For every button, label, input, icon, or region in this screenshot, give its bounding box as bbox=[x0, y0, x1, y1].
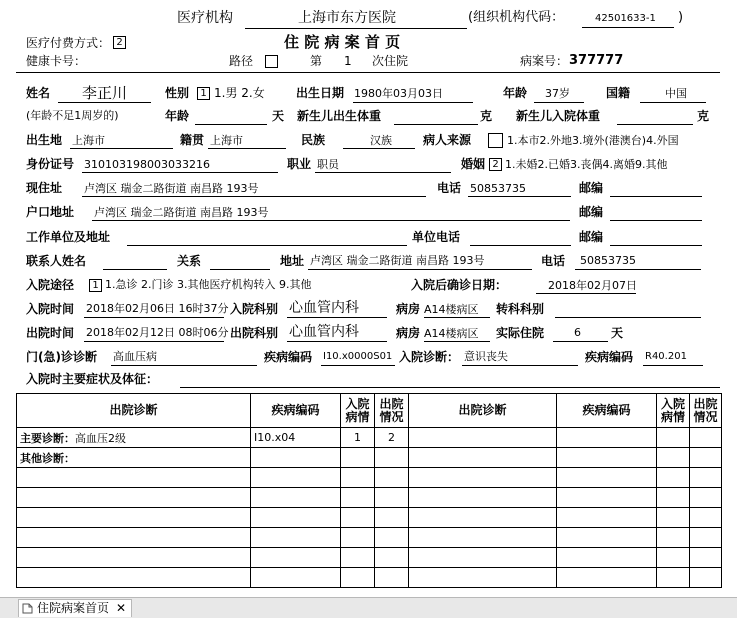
empty-cell[interactable] bbox=[375, 508, 409, 528]
empty-cell[interactable] bbox=[17, 488, 251, 508]
dob-label: 出生日期 bbox=[296, 86, 345, 100]
route-options: 1.急诊 2.门诊 3.其他医疗机构转入 9.其他 bbox=[105, 278, 312, 291]
address: 卢湾区 瑞金二路街道 南昌路 193号 bbox=[84, 182, 259, 195]
route-label: 入院途径 bbox=[26, 278, 75, 292]
phone: 50853735 bbox=[470, 182, 526, 195]
org-code-label: (组织机构代码： bbox=[468, 10, 565, 25]
marriage-options: 1.未婚2.已婚3.丧偶4.离婚9.其他 bbox=[505, 158, 668, 171]
confirm-date: 2018年02月07日 bbox=[548, 279, 637, 292]
empty-cell[interactable] bbox=[409, 468, 557, 488]
native: 上海市 bbox=[210, 134, 243, 147]
ethnicity-label: 民族 bbox=[301, 133, 326, 147]
age: 37岁 bbox=[545, 87, 570, 100]
infant-age-label: 年龄 bbox=[165, 109, 190, 123]
empty-cell[interactable] bbox=[557, 508, 657, 528]
transfer-label: 转科科别 bbox=[496, 302, 545, 316]
payment-label: 医疗付费方式： bbox=[26, 36, 111, 50]
diagnosis-header-row bbox=[17, 394, 722, 428]
infant-note: (年龄不足1周岁的) bbox=[26, 109, 119, 122]
empty-cell[interactable] bbox=[409, 508, 557, 528]
empty-cell[interactable] bbox=[557, 448, 657, 468]
table-row bbox=[17, 528, 722, 548]
clinic-code-label: 疾病编码 bbox=[264, 350, 313, 364]
table-row bbox=[17, 428, 722, 448]
org-code-end: ) bbox=[678, 10, 684, 25]
sex-label: 性别 bbox=[165, 86, 190, 100]
empty-cell[interactable] bbox=[657, 468, 690, 488]
id-label: 身份证号 bbox=[26, 157, 75, 171]
empty-cell[interactable] bbox=[251, 488, 341, 508]
confirm-label: 入院后确诊日期： bbox=[411, 278, 508, 292]
tab-label: 住院病案首页 bbox=[37, 601, 110, 615]
empty-cell[interactable] bbox=[17, 468, 251, 488]
empty-cell[interactable] bbox=[17, 568, 251, 588]
empty-cell[interactable] bbox=[657, 568, 690, 588]
main-out-condition[interactable]: 2 bbox=[375, 428, 409, 448]
contact-phone: 50853735 bbox=[580, 254, 636, 267]
empty-cell[interactable] bbox=[341, 488, 375, 508]
newborn-weight-label: 新生儿出生体重 bbox=[297, 109, 382, 123]
main-in-condition[interactable]: 1 bbox=[341, 428, 375, 448]
out-time-label: 出院时间 bbox=[26, 326, 75, 340]
empty-cell[interactable] bbox=[657, 528, 690, 548]
record-no: 377777 bbox=[569, 53, 624, 68]
empty-cell[interactable] bbox=[690, 428, 722, 448]
in-diag-label: 入院诊断： bbox=[399, 350, 460, 364]
empty-cell[interactable] bbox=[690, 528, 722, 548]
empty-cell[interactable] bbox=[341, 508, 375, 528]
close-icon[interactable]: ✕ bbox=[116, 601, 127, 615]
clinic-diag-label: 门(急)诊诊断 bbox=[26, 350, 97, 364]
in-dept: 心血管内科 bbox=[289, 300, 359, 316]
out-ward-label: 病房 bbox=[396, 326, 421, 340]
hospital-label: 医疗机构 bbox=[177, 10, 233, 26]
ward: A14楼病区 bbox=[424, 303, 479, 316]
empty-cell[interactable] bbox=[341, 448, 375, 468]
out-ward: A14楼病区 bbox=[424, 327, 479, 340]
empty-cell[interactable] bbox=[409, 448, 557, 468]
ward-label: 病房 bbox=[396, 302, 421, 316]
table-row bbox=[17, 548, 722, 568]
nationality-label: 国籍 bbox=[606, 86, 631, 100]
health-card-label: 健康卡号： bbox=[26, 54, 87, 68]
org-code: 42501633-1 bbox=[595, 13, 656, 24]
empty-cell[interactable] bbox=[341, 468, 375, 488]
empty-cell[interactable] bbox=[251, 448, 341, 468]
tab-record-home[interactable] bbox=[18, 599, 132, 617]
gram-unit-2: 克 bbox=[697, 109, 710, 123]
empty-cell[interactable] bbox=[690, 568, 722, 588]
in-time-label: 入院时间 bbox=[26, 302, 75, 316]
header-out-condition: 出院情况 bbox=[375, 394, 409, 428]
hukou-label: 户口地址 bbox=[26, 205, 75, 219]
work-zip-label: 邮编 bbox=[579, 230, 604, 244]
header-in-condition-2: 入院病情 bbox=[657, 394, 690, 428]
table-row bbox=[17, 488, 722, 508]
empty-cell[interactable] bbox=[409, 568, 557, 588]
job-label: 职业 bbox=[287, 157, 312, 171]
stay: 6 bbox=[574, 326, 581, 339]
in-dept-label: 入院科别 bbox=[230, 302, 279, 316]
empty-cell[interactable] bbox=[557, 488, 657, 508]
empty-cell[interactable] bbox=[251, 508, 341, 528]
job: 职员 bbox=[317, 158, 339, 171]
marriage-label: 婚姻 bbox=[461, 157, 486, 171]
empty-cell[interactable] bbox=[17, 508, 251, 528]
empty-cell[interactable] bbox=[557, 428, 657, 448]
empty-cell[interactable] bbox=[409, 488, 557, 508]
table-row bbox=[17, 508, 722, 528]
empty-cell[interactable] bbox=[557, 548, 657, 568]
header-discharge-diag: 出院诊断 bbox=[17, 394, 251, 428]
header-discharge-diag-2: 出院诊断 bbox=[409, 394, 557, 428]
empty-cell[interactable] bbox=[375, 468, 409, 488]
native-label: 籍贯 bbox=[180, 133, 205, 147]
empty-cell[interactable] bbox=[251, 568, 341, 588]
empty-cell[interactable] bbox=[690, 488, 722, 508]
empty-cell[interactable] bbox=[251, 468, 341, 488]
empty-cell[interactable] bbox=[341, 528, 375, 548]
contact-phone-label: 电话 bbox=[541, 254, 566, 268]
admission-count: 1 bbox=[344, 54, 352, 68]
page-title: 住 院 病 案 首 页 bbox=[284, 33, 401, 51]
sex-options: 1.男 2.女 bbox=[214, 86, 265, 100]
clinic-diag: 高血压病 bbox=[113, 350, 157, 363]
name-label: 姓名 bbox=[26, 86, 51, 100]
zip-label: 邮编 bbox=[579, 181, 604, 195]
relation-label: 关系 bbox=[177, 254, 202, 268]
table-row bbox=[17, 468, 722, 488]
empty-cell[interactable] bbox=[690, 468, 722, 488]
source-checkbox[interactable] bbox=[488, 133, 503, 148]
payment-value[interactable]: 2 bbox=[113, 36, 126, 49]
birthplace: 上海市 bbox=[72, 134, 105, 147]
table-row bbox=[17, 568, 722, 588]
empty-cell[interactable] bbox=[557, 568, 657, 588]
header-out-condition-2: 出院情况 bbox=[690, 394, 722, 428]
in-time: 2018年02月06日 16时37分 bbox=[86, 302, 229, 315]
admission-count-prefix: 第 bbox=[310, 54, 323, 68]
symptoms-label: 入院时主要症状及体征： bbox=[26, 372, 159, 386]
nationality: 中国 bbox=[665, 87, 687, 100]
empty-cell[interactable] bbox=[690, 508, 722, 528]
in-code: R40.201 bbox=[645, 351, 687, 362]
empty-cell[interactable] bbox=[341, 568, 375, 588]
contact-address: 卢湾区 瑞金二路街道 南昌路 193号 bbox=[310, 254, 485, 267]
hospital-name: 上海市东方医院 bbox=[298, 10, 396, 26]
clinic-code: I10.x0000S01 bbox=[323, 351, 393, 362]
empty-cell[interactable] bbox=[409, 528, 557, 548]
other-diag-label: 其他诊断： bbox=[20, 451, 75, 465]
admission-count-suffix: 次住院 bbox=[372, 54, 409, 68]
out-dept-label: 出院科别 bbox=[230, 326, 279, 340]
record-no-label: 病案号： bbox=[520, 54, 569, 68]
birthplace-label: 出生地 bbox=[26, 133, 63, 147]
hukou: 卢湾区 瑞金二路街道 南昌路 193号 bbox=[94, 206, 269, 219]
empty-cell[interactable] bbox=[17, 548, 251, 568]
empty-cell[interactable] bbox=[375, 488, 409, 508]
header-in-condition: 入院病情 bbox=[341, 394, 375, 428]
patient-name: 李正川 bbox=[82, 84, 128, 102]
empty-cell[interactable] bbox=[657, 508, 690, 528]
dob: 1980年03月03日 bbox=[354, 87, 443, 100]
stay-label: 实际住院 bbox=[496, 326, 545, 340]
out-time: 2018年02月12日 08时06分 bbox=[86, 326, 229, 339]
id-no: 310103198003033216 bbox=[84, 158, 210, 171]
document-icon bbox=[22, 603, 33, 614]
diagnosis-table bbox=[16, 393, 722, 588]
work-phone-label: 单位电话 bbox=[412, 230, 461, 244]
route-value[interactable]: 1 bbox=[89, 279, 102, 292]
empty-cell[interactable] bbox=[341, 548, 375, 568]
contact-label: 联系人姓名 bbox=[26, 254, 87, 268]
main-diag-cell[interactable] bbox=[17, 428, 251, 448]
empty-cell[interactable] bbox=[251, 548, 341, 568]
header-code: 疾病编码 bbox=[251, 394, 341, 428]
work-label: 工作单位及地址 bbox=[26, 230, 111, 244]
path-label: 路径 bbox=[229, 54, 254, 68]
header-code-2: 疾病编码 bbox=[557, 394, 657, 428]
empty-cell[interactable] bbox=[375, 568, 409, 588]
empty-cell[interactable] bbox=[557, 528, 657, 548]
table-row bbox=[17, 448, 722, 468]
empty-cell[interactable] bbox=[657, 488, 690, 508]
out-dept: 心血管内科 bbox=[289, 324, 359, 340]
phone-label: 电话 bbox=[437, 181, 462, 195]
newborn-admit-weight-label: 新生儿入院体重 bbox=[516, 109, 601, 123]
other-diag-cell[interactable] bbox=[17, 448, 251, 468]
gram-unit-1: 克 bbox=[480, 109, 493, 123]
in-diag: 意识丧失 bbox=[464, 350, 508, 363]
empty-cell[interactable] bbox=[375, 528, 409, 548]
ethnicity: 汉族 bbox=[370, 134, 392, 147]
stay-unit: 天 bbox=[611, 326, 624, 340]
main-diag: 高血压2级 bbox=[75, 431, 126, 445]
address-label: 现住址 bbox=[26, 181, 63, 195]
empty-cell[interactable] bbox=[657, 548, 690, 568]
empty-cell[interactable] bbox=[409, 548, 557, 568]
empty-cell[interactable] bbox=[557, 468, 657, 488]
hukou-zip-label: 邮编 bbox=[579, 205, 604, 219]
empty-cell[interactable] bbox=[690, 548, 722, 568]
main-code[interactable]: I10.x04 bbox=[251, 428, 341, 448]
empty-cell[interactable] bbox=[375, 548, 409, 568]
status-bar bbox=[0, 597, 737, 618]
source-label: 病人来源 bbox=[423, 133, 472, 147]
empty-cell[interactable] bbox=[409, 428, 557, 448]
empty-cell[interactable] bbox=[657, 448, 690, 468]
marriage-value[interactable]: 2 bbox=[489, 158, 502, 171]
empty-cell[interactable] bbox=[690, 448, 722, 468]
age-label: 年龄 bbox=[503, 86, 528, 100]
main-diag-label: 主要诊断： bbox=[20, 431, 75, 445]
path-checkbox[interactable] bbox=[265, 55, 278, 68]
source-options: 1.本市2.外地3.境外(港澳台)4.外国 bbox=[507, 134, 679, 147]
empty-cell[interactable] bbox=[657, 428, 690, 448]
contact-address-label: 地址 bbox=[280, 254, 305, 268]
empty-cell[interactable] bbox=[375, 448, 409, 468]
infant-day-unit: 天 bbox=[272, 109, 285, 123]
empty-cell[interactable] bbox=[17, 528, 251, 548]
empty-cell[interactable] bbox=[251, 528, 341, 548]
in-code-label: 疾病编码 bbox=[585, 350, 634, 364]
sex-value[interactable]: 1 bbox=[197, 87, 210, 100]
